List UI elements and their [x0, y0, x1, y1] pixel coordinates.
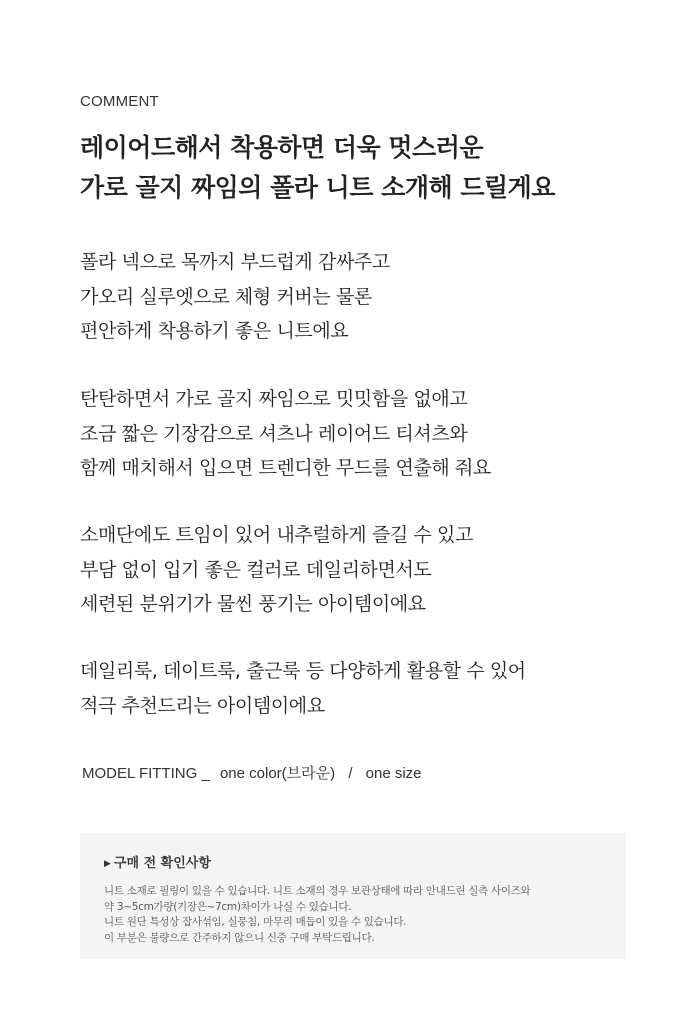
paragraph-line: 적극 추천드리는 아이템이에요 [80, 694, 325, 717]
section-label: COMMENT [80, 93, 159, 110]
notice-line: 니트 소재로 필링이 있을 수 있습니다. 니트 소재의 경우 보관상태에 따라 안내드린 실측 사이즈와 [104, 885, 531, 897]
model-fitting-separator: / [348, 765, 353, 782]
headline-line: 레이어드해서 착용하면 더욱 멋스러운 [80, 133, 484, 162]
model-fitting-label: MODEL FITTING _ [82, 765, 210, 782]
notice-line: 니트 원단 특성상 잡사섞임, 실뭉침, 마무리 매듭이 있을 수 있습니다. [104, 916, 407, 928]
notice-title [104, 852, 211, 871]
notice-line: 이 부분은 불량으로 간주하지 않으니 신중 구매 부탁드립니다. [104, 931, 375, 944]
headline [80, 128, 660, 208]
description-paragraph [80, 382, 660, 486]
notice-text [104, 884, 614, 946]
paragraph-line: 소매단에도 트임이 있어 내추럴하게 즐길 수 있고 [80, 524, 473, 546]
paragraph-line: 데일리룩, 데이트룩, 출근룩 등 다양하게 활용할 수 있어 [80, 660, 526, 682]
paragraph-line: 세련된 분위기가 물씬 풍기는 아이템이에요 [80, 593, 426, 615]
notice-title-text: 구매 전 확인사항 [113, 856, 211, 871]
paragraph-line: 부담 없이 입기 좋은 컬러로 데일리하면서도 [80, 558, 432, 581]
paragraph-line: 가오리 실루엣으로 체형 커버는 물론 [80, 285, 372, 308]
model-fitting-info [82, 762, 422, 783]
triangle-right-icon: ▶ [104, 859, 111, 869]
notice-line: 약 3~5cm가량(기장은~7cm)차이가 나실 수 있습니다. [104, 900, 352, 913]
paragraph-line: 편안하게 착용하기 좋은 니트에요 [80, 320, 349, 342]
paragraph-line: 조금 짧은 기장감으로 셔츠나 레이어드 티셔츠와 [80, 422, 468, 445]
description-paragraph [80, 654, 660, 723]
paragraph-line: 폴라 넥으로 목까지 부드럽게 감싸주고 [80, 251, 390, 273]
paragraph-line: 함께 매치해서 입으면 트렌디한 무드를 연출해 줘요 [80, 457, 491, 479]
purchase-notice-box [80, 833, 626, 959]
description-paragraph [80, 245, 660, 349]
description-paragraph [80, 518, 660, 622]
paragraph-line: 탄탄하면서 가로 골지 짜임으로 밋밋함을 없애고 [80, 388, 468, 410]
model-fitting-color: one color(브라운) [219, 765, 336, 782]
model-fitting-size: one size [365, 765, 422, 782]
headline-line: 가로 골지 짜임의 폴라 니트 소개해 드릴게요 [80, 173, 555, 202]
